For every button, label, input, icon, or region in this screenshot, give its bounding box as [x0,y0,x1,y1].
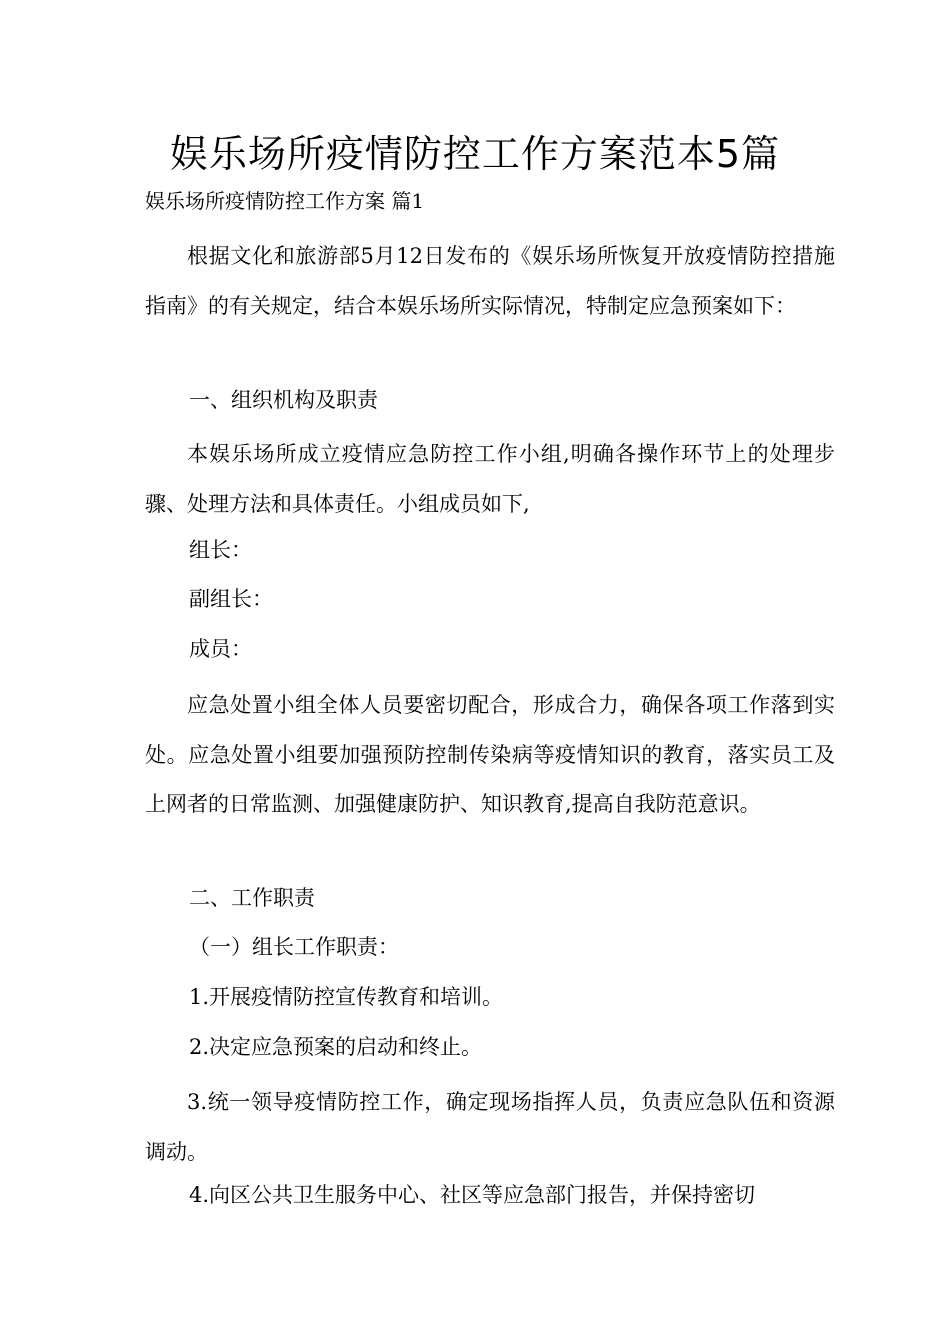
paragraph: 本娱乐场所成立疫情应急防控工作小组,明确各操作环节上的处理步骤、处理方法和具体责任。小组成员如下, [145,442,835,516]
document-title: 娱乐场所疫情防控工作方案范本5篇 [169,132,781,176]
subsection-heading: （一）组长工作职责： [189,935,399,959]
list-item: 2.决定应急预案的启动和终止。 [189,1035,483,1059]
paragraph-line: 成员： [189,637,252,661]
paragraph-line: 副组长： [189,587,273,611]
paragraph: 根据文化和旅游部5月12日发布的《娱乐场所恢复开放疫情防控措施指南》的有关规定，结合本娱乐场所实际情况，特制定应急预案如下： [145,244,835,318]
paragraph: 应急处置小组全体人员要密切配合，形成合力，确保各项工作落到实处。应急处置小组要加强预防控制传染病等疫情知识的教育，落实员工及上网者的日常监测、加强健康防护、知识教育,提高自我防范意识。 [145,693,835,816]
document-subtitle: 娱乐场所疫情防控工作方案 篇1 [145,189,425,213]
list-item: 1.开展疫情防控宣传教育和培训。 [189,985,504,1009]
paragraph-line: 组长： [189,538,252,562]
section-heading: 一、组织机构及职责 [189,388,378,412]
list-item: 3.统一领导疫情防控工作，确定现场指挥人员，负责应急队伍和资源调动。 [145,1090,835,1164]
list-item: 4.向区公共卫生服务中心、社区等应急部门报告，并保持密切 [189,1183,756,1207]
section-heading: 二、工作职责 [189,886,315,910]
